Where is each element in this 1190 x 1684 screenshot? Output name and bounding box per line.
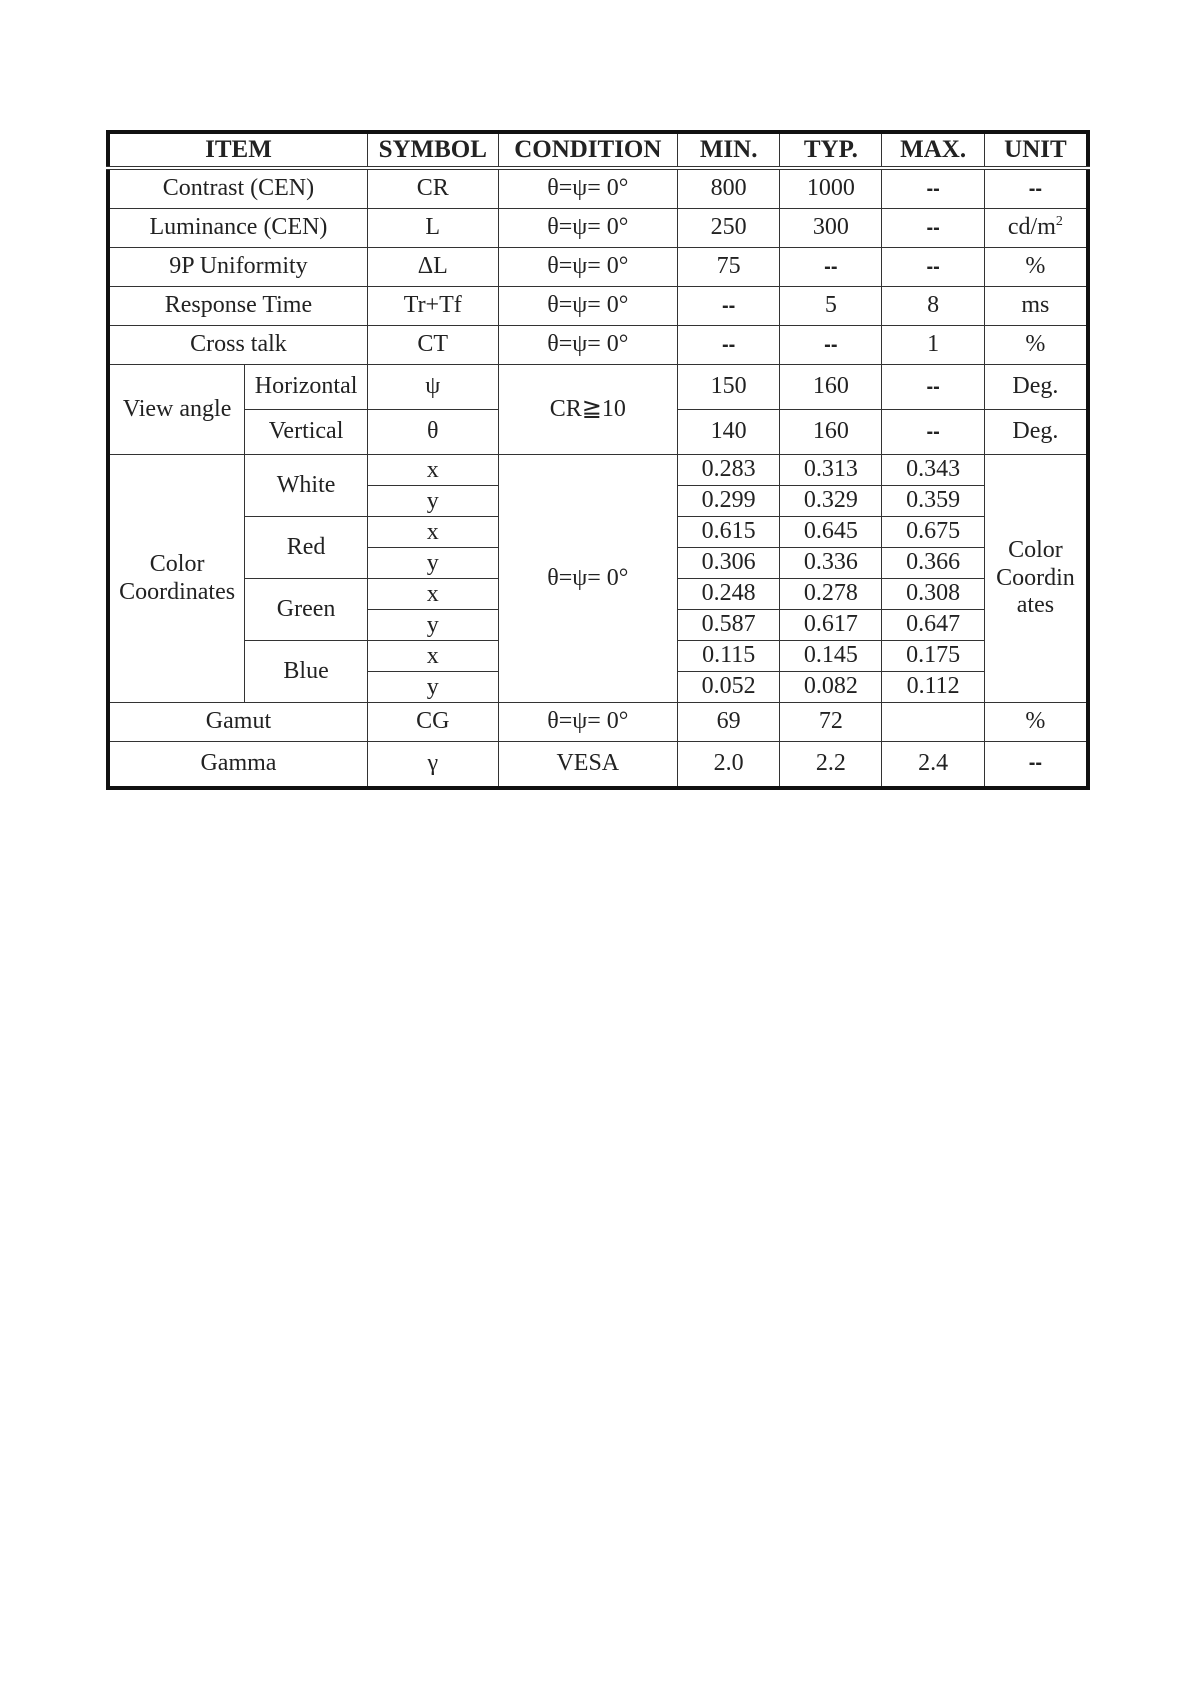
typ-cell: 0.278 [780,579,882,610]
symbol-cell: ΔL [367,248,498,287]
min-cell: 250 [678,209,780,248]
typ-cell: -- [780,248,882,287]
symbol-cell: x [367,455,498,486]
min-cell: 0.283 [678,455,780,486]
min-cell: 800 [678,168,780,209]
table-row [108,455,1088,486]
max-cell: 0.112 [882,672,984,703]
typ-cell: 0.145 [780,641,882,672]
unit-cell: % [984,248,1088,287]
min-cell: 75 [678,248,780,287]
max-cell: 0.175 [882,641,984,672]
color-label-line1: Color [149,550,205,577]
table-row [108,326,1088,365]
condition-cell: θ=ψ= 0° [498,168,677,209]
symbol-cell: θ [367,410,498,455]
color-unit-line3: ates [1016,592,1055,619]
symbol-cell: L [367,209,498,248]
symbol-cell: CG [367,703,498,742]
max-cell: -- [882,209,984,248]
typ-cell: 1000 [780,168,882,209]
color-condition: θ=ψ= 0° [498,455,677,703]
min-cell: 0.306 [678,548,780,579]
color-unit-line1: Color [1008,537,1063,564]
symbol-cell: y [367,486,498,517]
symbol-cell: y [367,672,498,703]
white-label: White [245,455,368,517]
symbol-cell: x [367,579,498,610]
max-cell: 1 [882,326,984,365]
typ-cell: -- [780,326,882,365]
min-cell: 69 [678,703,780,742]
unit-cell [984,209,1088,248]
color-coordinates-label [108,455,245,703]
unit-cell: -- [984,168,1088,209]
max-cell: 0.359 [882,486,984,517]
item-cell: 9P Uniformity [108,248,367,287]
header-condition: CONDITION [498,132,677,168]
item-cell: Contrast (CEN) [108,168,367,209]
optical-spec-table [106,130,1090,790]
max-cell: 0.308 [882,579,984,610]
vertical-label: Vertical [245,410,368,455]
max-cell: 8 [882,287,984,326]
condition-cell: θ=ψ= 0° [498,326,677,365]
max-cell: 0.647 [882,610,984,641]
condition-cell: θ=ψ= 0° [498,248,677,287]
table-row [108,168,1088,209]
table-row [108,248,1088,287]
max-cell: 2.4 [882,742,984,788]
typ-cell: 0.082 [780,672,882,703]
item-cell: Cross talk [108,326,367,365]
unit-cell: Deg. [984,410,1088,455]
header-row [108,132,1088,168]
symbol-cell: x [367,517,498,548]
unit-superscript: 2 [1055,214,1063,230]
table-row [108,742,1088,788]
max-cell: 0.343 [882,455,984,486]
table-row [108,209,1088,248]
typ-cell: 0.617 [780,610,882,641]
unit-cell: % [984,326,1088,365]
max-cell: -- [882,168,984,209]
typ-cell: 72 [780,703,882,742]
unit-cell: -- [984,742,1088,788]
horizontal-label: Horizontal [245,365,368,410]
min-cell: 140 [678,410,780,455]
unit-cell: Deg. [984,365,1088,410]
header-typ: TYP. [780,132,882,168]
max-cell: -- [882,410,984,455]
max-cell: 0.675 [882,517,984,548]
header-min: MIN. [678,132,780,168]
unit-cell: ms [984,287,1088,326]
item-cell: Response Time [108,287,367,326]
condition-cell: VESA [498,742,677,788]
symbol-cell: y [367,548,498,579]
typ-cell: 0.336 [780,548,882,579]
typ-cell: 0.329 [780,486,882,517]
item-cell: Luminance (CEN) [108,209,367,248]
min-cell: 2.0 [678,742,780,788]
typ-cell: 0.645 [780,517,882,548]
typ-cell: 2.2 [780,742,882,788]
min-cell: 0.248 [678,579,780,610]
view-angle-condition: CR≧10 [498,365,677,455]
header-symbol: SYMBOL [367,132,498,168]
typ-cell: 5 [780,287,882,326]
symbol-cell: CT [367,326,498,365]
condition-cell: θ=ψ= 0° [498,209,677,248]
symbol-cell: x [367,641,498,672]
condition-cell: θ=ψ= 0° [498,703,677,742]
color-label-line2: Coordinates [119,578,236,605]
unit-cell: % [984,703,1088,742]
color-unit [984,455,1088,703]
symbol-cell: y [367,610,498,641]
min-cell: 0.052 [678,672,780,703]
typ-cell: 160 [780,410,882,455]
item-cell: Gamma [108,742,367,788]
min-cell: 0.615 [678,517,780,548]
min-cell: 0.299 [678,486,780,517]
symbol-cell: Tr+Tf [367,287,498,326]
header-unit: UNIT [984,132,1088,168]
max-cell: -- [882,365,984,410]
green-label: Green [245,579,368,641]
header-item: ITEM [108,132,367,168]
max-cell [882,703,984,742]
typ-cell: 0.313 [780,455,882,486]
table-row [108,365,1088,410]
symbol-cell: γ [367,742,498,788]
max-cell: 0.366 [882,548,984,579]
item-cell: Gamut [108,703,367,742]
red-label: Red [245,517,368,579]
typ-cell: 300 [780,209,882,248]
blue-label: Blue [245,641,368,703]
max-cell: -- [882,248,984,287]
header-max: MAX. [882,132,984,168]
typ-cell: 160 [780,365,882,410]
symbol-cell: CR [367,168,498,209]
min-cell: -- [678,326,780,365]
min-cell: 0.115 [678,641,780,672]
table-row [108,703,1088,742]
view-angle-label: View angle [108,365,245,455]
unit-text: cd/m [1007,214,1056,241]
color-unit-line2: Coordin [996,564,1075,591]
table-row [108,287,1088,326]
min-cell: 150 [678,365,780,410]
min-cell: -- [678,287,780,326]
min-cell: 0.587 [678,610,780,641]
symbol-cell: ψ [367,365,498,410]
condition-cell: θ=ψ= 0° [498,287,677,326]
